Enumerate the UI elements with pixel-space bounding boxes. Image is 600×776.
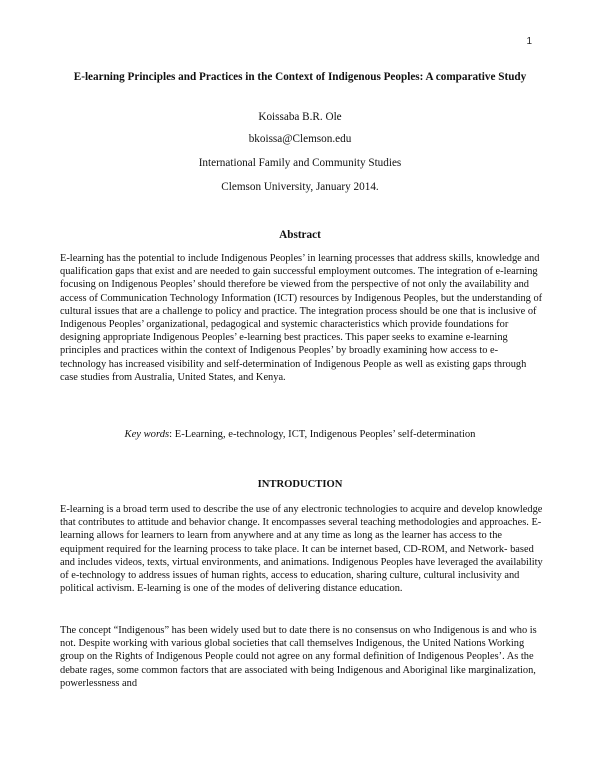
page-number: 1 <box>526 36 532 47</box>
keywords-line <box>60 428 540 442</box>
institution-date: Clemson University, January 2014. <box>221 181 379 193</box>
abstract-heading: Abstract <box>279 229 321 241</box>
keywords-label: Key words <box>124 429 170 440</box>
author-email: bkoissa@Clemson.edu <box>248 133 352 145</box>
introduction-paragraph: The concept “Indigenous” has been widely used but to date there is no consensus on who Indigenous is and who is not. Despite working with various global societies that call themselves Indigenous, the United Nations Working group on the Rights of Indigenous People could not agree on any formal definition of Indigenous Peoples’. As the debate rages, some common factors that are associated with being Indigenous and Aboriginal like marginalization, powerlessness and <box>60 625 537 689</box>
author-affiliation: International Family and Community Studies <box>198 157 402 169</box>
keywords-text: E-Learning, e-technology, ICT, Indigenous Peoples’ self-determination <box>174 429 476 440</box>
introduction-heading: INTRODUCTION <box>257 479 343 490</box>
author-name: Koissaba B.R. Ole <box>258 111 342 123</box>
paper-title: E-learning Principles and Practices in the Context of Indigenous Peoples: A comparative Study <box>73 71 527 83</box>
introduction-paragraph: E-learning is a broad term used to describe the use of any electronic technologies to acquire and develop knowledge that contributes to attitude and behavior change. It encompasses several teaching methodologies and approaches. E-learning allows for learners to learn from anywhere and at any time as long as the learner has access to the equipment required for the learning process to take place. It can be internet based, CD-ROM, and Network- based and includes videos, texts, virtual environments, and animations. Indigenous Peoples have leveraged the availability of e-technology to address issues of human rights, access to education, sharing culture, cultural inclusivity and political activism. E-learning is one of the modes of delivering distance education. <box>60 504 543 595</box>
abstract-body: E-learning has the potential to include Indigenous Peoples’ in learning processes that address skills, knowledge and qualification gaps that exist and are needed to gain successful employment outcomes. The integration of e-learning focusing on Indigenous Peoples’ should therefore be viewed from the perspective of not only the availability and access of Communication Technology Information (ICT) resources by Indigenous Peoples, but the understanding of cultural issues that are a challenge to policy and practice. The integration process should be one that is inclusive of Indigenous Peoples’ organizational, pedagogical and systemic characteristics which provide foundations for designing appropriate Indigenous Peoples’ e-learning best practices. This paper seeks to examine e-learning principles and practices within the context of Indigenous Peoples’ by broadly examining how access to e-technology has increased visibility and self-determination of Indigenous People as well as existing gaps through case studies from Australia, United States, and Kenya. <box>60 253 543 383</box>
keywords-separator: : <box>169 429 175 440</box>
